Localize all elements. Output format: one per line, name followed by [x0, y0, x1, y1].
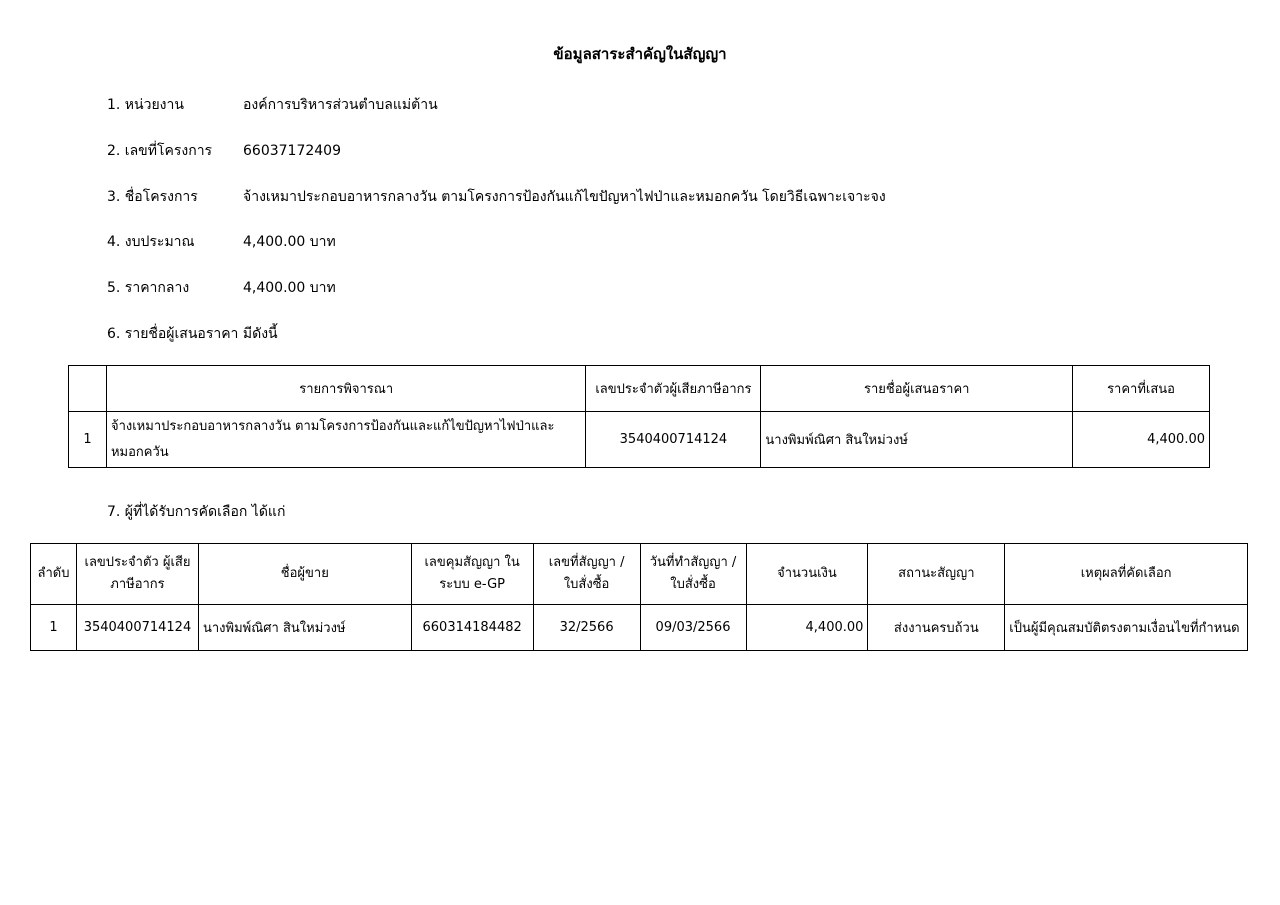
header-cell: ราคาที่เสนอ — [1073, 366, 1210, 412]
info-agency — [107, 95, 438, 115]
header-cell: เลขคุมสัญญา ในระบบ e-GP — [411, 544, 533, 605]
header-cell: ลำดับ — [31, 544, 77, 605]
table-cell: ส่งงานครบถ้วน — [868, 605, 1005, 651]
table-cell: 3540400714124 — [586, 412, 761, 468]
table-cell: 09/03/2566 — [640, 605, 746, 651]
info-value: 4,400.00 บาท — [243, 234, 336, 250]
info-median-price — [107, 278, 336, 298]
info-label: 1. หน่วยงาน — [107, 97, 184, 113]
table-cell: เป็นผู้มีคุณสมบัติตรงตามเงื่อนไขที่กำหนด — [1005, 605, 1248, 651]
info-budget — [107, 232, 336, 252]
table-row — [69, 412, 1210, 468]
table-cell: นางพิมพ์ณิศา สินใหม่วงษ์ — [761, 412, 1073, 468]
info-label: 2. เลขที่โครงการ — [107, 143, 213, 159]
table-cell: 3540400714124 — [76, 605, 198, 651]
header-cell: เหตุผลที่คัดเลือก — [1005, 544, 1248, 605]
header-cell: รายชื่อผู้เสนอราคา — [761, 366, 1073, 412]
info-project-number — [107, 141, 341, 161]
table-cell: 660314184482 — [411, 605, 533, 651]
document-title: ข้อมูลสาระสำคัญในสัญญา — [553, 45, 727, 63]
info-value: จ้างเหมาประกอบอาหารกลางวัน ตามโครงการป้องกันแก้ไขปัญหาไฟป่าและหมอกควัน โดยวิธีเฉพาะเจาะจง — [243, 189, 886, 205]
table-header-row — [69, 366, 1210, 412]
table-cell: 1 — [69, 412, 107, 468]
info-label: 4. งบประมาณ — [107, 234, 195, 250]
table-header-row — [31, 544, 1248, 605]
section-7-heading: 7. ผู้ที่ได้รับการคัดเลือก ได้แก่ — [107, 504, 286, 520]
table-row — [31, 605, 1248, 651]
table-cell: 1 — [31, 605, 77, 651]
header-cell: วันที่ทำสัญญา / ใบสั่งซื้อ — [640, 544, 746, 605]
info-value: 66037172409 — [243, 143, 341, 159]
winners-table — [30, 543, 1248, 651]
table-cell: นางพิมพ์ณิศา สินใหม่วงษ์ — [198, 605, 411, 651]
header-cell: รายการพิจารณา — [106, 366, 586, 412]
info-value: 4,400.00 บาท — [243, 280, 336, 296]
header-cell: เลขประจำตัวผู้เสียภาษีอากร — [586, 366, 761, 412]
header-cell: ชื่อผู้ขาย — [198, 544, 411, 605]
info-label: 3. ชื่อโครงการ — [107, 189, 198, 205]
header-cell: เลขที่สัญญา / ใบสั่งซื้อ — [533, 544, 640, 605]
bidders-table — [68, 365, 1210, 468]
table-cell: 4,400.00 — [1073, 412, 1210, 468]
info-label: 5. ราคากลาง — [107, 280, 190, 296]
header-cell: เลขประจำตัว ผู้เสียภาษีอากร — [76, 544, 198, 605]
section-6-heading: 6. รายชื่อผู้เสนอราคา มีดังนี้ — [107, 326, 278, 342]
info-value: องค์การบริหารส่วนตำบลแม่ต้าน — [243, 97, 438, 113]
table-cell: 32/2566 — [533, 605, 640, 651]
header-cell: จำนวนเงิน — [746, 544, 868, 605]
header-cell: สถานะสัญญา — [868, 544, 1005, 605]
table-cell: 4,400.00 — [746, 605, 868, 651]
table-cell: จ้างเหมาประกอบอาหารกลางวัน ตามโครงการป้องกันและแก้ไขปัญหาไฟป่าและหมอกควัน — [106, 412, 586, 468]
header-cell — [69, 366, 107, 412]
info-project-name — [107, 187, 886, 207]
